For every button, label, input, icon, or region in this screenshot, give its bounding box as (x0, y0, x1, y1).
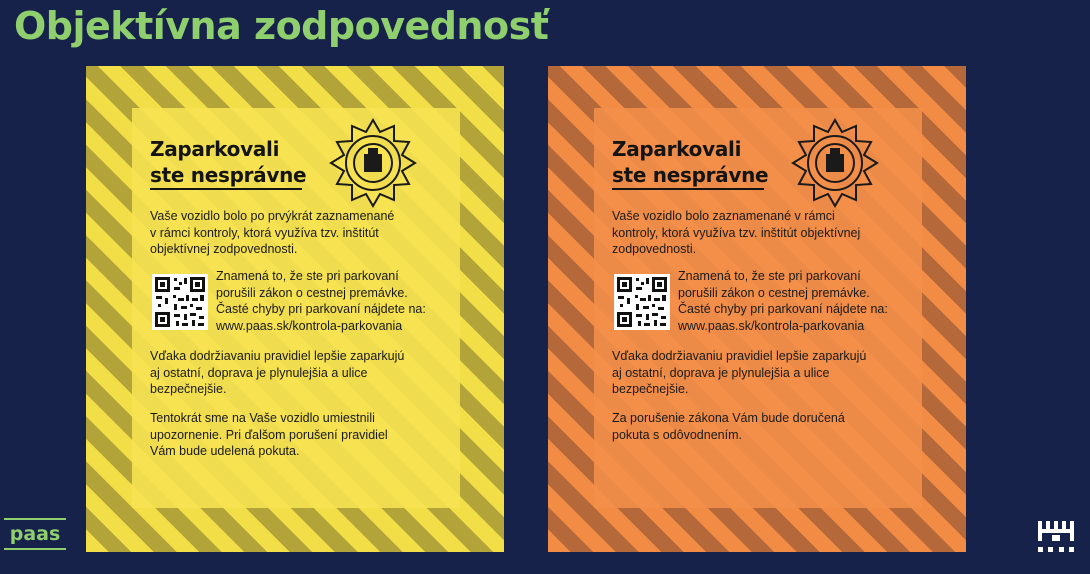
yellow-notice-card (86, 66, 504, 552)
notice-paragraph-2: Znamená to, že ste pri parkovaní porušili zákon o cestnej premávke. Časté chyby pri parkovaní nájdete na: www.paas.sk/kontrola-parkovania (678, 269, 888, 333)
notice-body (594, 108, 922, 508)
notice-title (150, 136, 306, 188)
paas-logo: paas (4, 518, 66, 550)
city-logo-icon (1038, 521, 1074, 553)
notice-paragraph-1: Vaše vozidlo bolo po prvýkrát zaznamenané v rámci kontroly, ktorá využíva tzv. inštitút objektívnej zodpovednosti. (150, 209, 395, 256)
notice-paragraph-2: Znamená to, že ste pri parkovaní porušili zákon o cestnej premávke. Časté chyby pri parkovaní nájdete na: www.paas.sk/kontrola-parkovania (216, 269, 426, 333)
notice-paragraph-1: Vaše vozidlo bolo zaznamenané v rámci kontroly, ktorá využíva tzv. inštitút objektívnej zodpovednosti. (612, 209, 861, 256)
notice-paragraph-4: Tentokrát sme na Vaše vozidlo umiestnili upozornenie. Pri ďalšom porušení pravidiel Vám bude udelená pokuta. (150, 411, 388, 458)
notice-paragraph-3: Vďaka dodržiavaniu pravidiel lepšie zaparkujú aj ostatní, doprava je plynulejšia a ulice bezpečnejšie. (612, 349, 867, 396)
police-seal-icon (328, 118, 418, 208)
title-underline (150, 188, 302, 190)
qr-code-icon[interactable] (152, 274, 208, 330)
notice-title-line1: Zaparkovali (612, 137, 742, 161)
notice-title-line2: ste nesprávne (150, 163, 307, 187)
notice-body (132, 108, 460, 508)
notice-paragraph-3: Vďaka dodržiavaniu pravidiel lepšie zaparkujú aj ostatní, doprava je plynulejšia a ulice bezpečnejšie. (150, 349, 405, 396)
title-underline (612, 188, 764, 190)
notice-title-line2: ste nesprávne (612, 163, 769, 187)
slide-title: Objektívna zodpovednosť (14, 4, 549, 48)
notice-title-line1: Zaparkovali (150, 137, 280, 161)
police-seal-icon (790, 118, 880, 208)
notice-paragraph-4: Za porušenie zákona Vám bude doručená pokuta s odôvodnením. (612, 411, 845, 442)
notice-title (612, 136, 768, 188)
qr-code-icon[interactable] (614, 274, 670, 330)
orange-notice-card (548, 66, 966, 552)
